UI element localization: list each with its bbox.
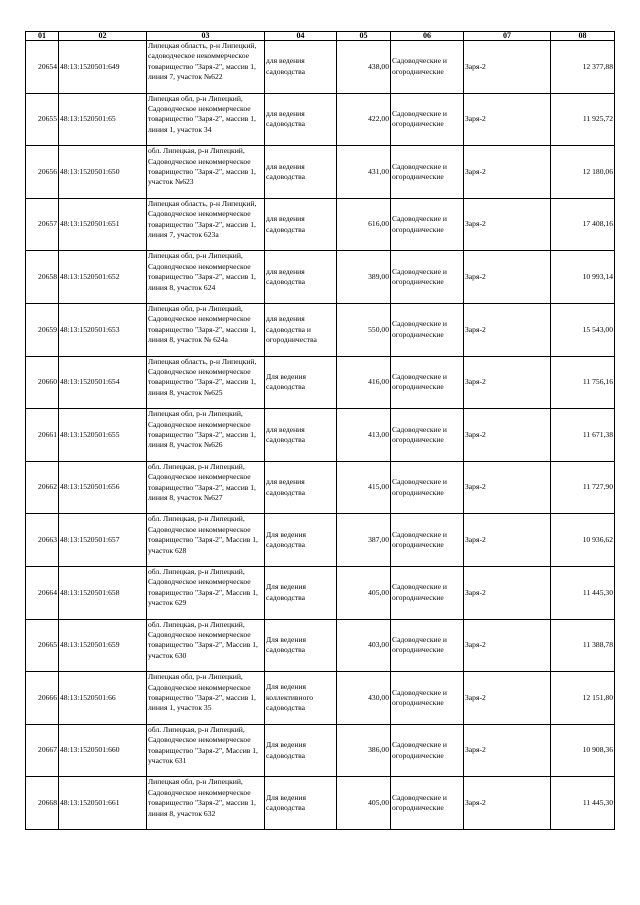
settlement-name-cell: Заря-2 xyxy=(464,198,551,251)
table-row xyxy=(26,777,615,830)
table-row xyxy=(26,514,615,567)
permitted-use-cell: Для ведения садоводства xyxy=(265,777,337,830)
permitted-use-cell: для ведения садоводства xyxy=(265,409,337,462)
area-cell: 430,00 xyxy=(337,672,391,725)
permitted-use-cell: для ведения садоводства xyxy=(265,198,337,251)
address-text: Липецкая область, р-н Липецкий, Садоводческое некоммерческое товарищество "Заря-2", массив 1, линия 8, участок №625 xyxy=(148,356,257,397)
address-cell xyxy=(147,724,265,777)
settlement-name-cell: Заря-2 xyxy=(464,41,551,94)
column-header: 04 xyxy=(265,32,337,41)
table-row xyxy=(26,251,615,304)
column-header: 03 xyxy=(147,32,265,41)
table-row xyxy=(26,41,615,94)
cadastral-value-cell: 11 925,72 xyxy=(551,93,615,146)
cadastral-value-cell: 12 151,80 xyxy=(551,672,615,725)
cadastral-value-cell: 11 671,38 xyxy=(551,409,615,462)
cadastral-value-cell: 17 408,16 xyxy=(551,198,615,251)
land-category-cell: Садоводческие и огороднические xyxy=(391,251,464,304)
table-row xyxy=(26,724,615,777)
address-text: обл. Липецкая, р-н Липецкий, Садоводческое некоммерческое товарищество "Заря-2", Массив 1, участок 630 xyxy=(148,619,258,660)
address-text: Липецкая обл, р-н Липецкий, Садоводческое некоммерческое товарищество "Заря-2", массив 1, линия 1, участок 35 xyxy=(148,672,256,713)
address-text: обл. Липецкая, р-н Липецкий, Садоводческое некоммерческое товарищество "Заря-2", массив 1, участок №623 xyxy=(148,146,256,187)
area-cell: 403,00 xyxy=(337,619,391,672)
cadastral-number-cell: 48:13:1520501:661 xyxy=(59,777,147,830)
cadastral-number-cell: 48:13:1520501:653 xyxy=(59,303,147,356)
area-cell: 389,00 xyxy=(337,251,391,304)
area-cell: 415,00 xyxy=(337,461,391,514)
address-text: обл. Липецкая, р-н Липецкий, Садоводческое некоммерческое товарищество "Заря-2", Массив 1, участок 631 xyxy=(148,724,258,765)
row-id-cell: 20663 xyxy=(26,514,59,567)
address-cell xyxy=(147,198,265,251)
settlement-name-cell: Заря-2 xyxy=(464,461,551,514)
area-cell: 422,00 xyxy=(337,93,391,146)
address-text: Липецкая обл, р-н Липецкий, Садоводческое некоммерческое товарищество "Заря-2", массив 1, линия 1, участок 34 xyxy=(148,93,256,134)
table-row xyxy=(26,409,615,462)
table-row xyxy=(26,461,615,514)
address-cell xyxy=(147,619,265,672)
address-cell xyxy=(147,251,265,304)
cadastral-number-cell: 48:13:1520501:65 xyxy=(59,93,147,146)
row-id-cell: 20656 xyxy=(26,146,59,199)
settlement-name-cell: Заря-2 xyxy=(464,777,551,830)
address-cell xyxy=(147,303,265,356)
address-text: обл. Липецкая, р-н Липецкий, Садоводческое некоммерческое товарищество "Заря-2", массив 1, линия 8, участок №627 xyxy=(148,461,256,502)
address-cell xyxy=(147,777,265,830)
column-header: 01 xyxy=(26,32,59,41)
land-category-cell: Садоводческие и огороднические xyxy=(391,514,464,567)
permitted-use-cell: для ведения садоводства xyxy=(265,41,337,94)
address-text: Липецкая область, р-н Липецкий, Садоводческое некоммерческое товарищество "Заря-2", массив 1, линия 7, участок 623а xyxy=(148,198,257,239)
area-cell: 431,00 xyxy=(337,146,391,199)
area-cell: 405,00 xyxy=(337,777,391,830)
column-header: 08 xyxy=(551,32,615,41)
cadastral-value-cell: 12 377,88 xyxy=(551,41,615,94)
address-cell xyxy=(147,514,265,567)
area-cell: 438,00 xyxy=(337,41,391,94)
settlement-name-cell: Заря-2 xyxy=(464,409,551,462)
address-text: обл. Липецкая, р-н Липецкий, Садоводческое некоммерческое товарищество "Заря-2", Массив 1, участок 629 xyxy=(148,566,258,608)
row-id-cell: 20654 xyxy=(26,41,59,94)
cadastral-number-cell: 48:13:1520501:66 xyxy=(59,672,147,725)
settlement-name-cell: Заря-2 xyxy=(464,93,551,146)
row-id-cell: 20664 xyxy=(26,566,59,619)
table-row xyxy=(26,356,615,409)
row-id-cell: 20657 xyxy=(26,198,59,251)
address-text: Липецкая обл, р-н Липецкий, Садоводческое некоммерческое товарищество "Заря-2", массив 1, линия 8, участок №626 xyxy=(148,409,256,450)
area-cell: 550,00 xyxy=(337,303,391,356)
land-category-cell: Садоводческие и огороднические xyxy=(391,146,464,199)
address-cell xyxy=(147,356,265,409)
area-cell: 413,00 xyxy=(337,409,391,462)
land-category-cell: Садоводческие и огороднические xyxy=(391,672,464,725)
settlement-name-cell: Заря-2 xyxy=(464,356,551,409)
table-row xyxy=(26,619,615,672)
address-text: Липецкая обл, р-н Липецкий, Садоводческое некоммерческое товарищество "Заря-2", массив 1, линия 8, участок 624 xyxy=(148,251,256,292)
address-text: обл. Липецкая, р-н Липецкий, Садоводческое некоммерческое товарищество "Заря-2", Массив 1, участок 628 xyxy=(148,514,258,555)
cadastral-number-cell: 48:13:1520501:654 xyxy=(59,356,147,409)
address-text: Липецкая обл, р-н Липецкий, Садоводческое некоммерческое товарищество "Заря-2", массив 1, линия 8, участок № 624а xyxy=(148,303,256,345)
cadastral-value-cell: 15 543,00 xyxy=(551,303,615,356)
cadastral-number-cell: 48:13:1520501:658 xyxy=(59,566,147,619)
settlement-name-cell: Заря-2 xyxy=(464,146,551,199)
land-category-cell: Садоводческие и огороднические xyxy=(391,356,464,409)
permitted-use-cell: для ведения садоводства и огородничества xyxy=(265,303,337,356)
address-cell xyxy=(147,41,265,94)
permitted-use-cell: Для ведения садоводства xyxy=(265,514,337,567)
area-cell: 416,00 xyxy=(337,356,391,409)
column-header: 05 xyxy=(337,32,391,41)
permitted-use-cell: Для ведения садоводства xyxy=(265,566,337,619)
row-id-cell: 20658 xyxy=(26,251,59,304)
row-id-cell: 20665 xyxy=(26,619,59,672)
permitted-use-cell: для ведения садоводства xyxy=(265,251,337,304)
address-cell xyxy=(147,409,265,462)
column-header: 02 xyxy=(59,32,147,41)
table-header-row xyxy=(26,32,615,41)
cadastral-value-cell: 11 445,30 xyxy=(551,777,615,830)
settlement-name-cell: Заря-2 xyxy=(464,514,551,567)
column-header: 07 xyxy=(464,32,551,41)
land-plots-table xyxy=(25,31,615,830)
address-text: Липецкая обл, р-н Липецкий, Садоводческое некоммерческое товарищество "Заря-2", массив 1, линия 8, участок 632 xyxy=(148,777,256,818)
row-id-cell: 20668 xyxy=(26,777,59,830)
land-category-cell: Садоводческие и огороднические xyxy=(391,777,464,830)
address-cell xyxy=(147,461,265,514)
area-cell: 386,00 xyxy=(337,724,391,777)
land-category-cell: Садоводческие и огороднические xyxy=(391,409,464,462)
area-cell: 405,00 xyxy=(337,566,391,619)
land-category-cell: Садоводческие и огороднические xyxy=(391,461,464,514)
land-category-cell: Садоводческие и огороднические xyxy=(391,41,464,94)
cadastral-number-cell: 48:13:1520501:651 xyxy=(59,198,147,251)
cadastral-value-cell: 11 727,90 xyxy=(551,461,615,514)
permitted-use-cell: Для ведения садоводства xyxy=(265,724,337,777)
land-category-cell: Садоводческие и огороднические xyxy=(391,619,464,672)
address-text: Липецкая область, р-н Липецкий, садоводческое некоммерческое товарищество "Заря-2", массив 1, линия 7, участок №622 xyxy=(148,41,257,82)
cadastral-value-cell: 11 756,16 xyxy=(551,356,615,409)
table-row xyxy=(26,198,615,251)
row-id-cell: 20661 xyxy=(26,409,59,462)
row-id-cell: 20659 xyxy=(26,303,59,356)
address-cell xyxy=(147,566,265,619)
table-row xyxy=(26,303,615,356)
table-row xyxy=(26,566,615,619)
area-cell: 616,00 xyxy=(337,198,391,251)
settlement-name-cell: Заря-2 xyxy=(464,566,551,619)
permitted-use-cell: для ведения садоводства xyxy=(265,93,337,146)
settlement-name-cell: Заря-2 xyxy=(464,619,551,672)
permitted-use-cell: для ведения садоводства xyxy=(265,146,337,199)
table-row xyxy=(26,672,615,725)
row-id-cell: 20662 xyxy=(26,461,59,514)
cadastral-number-cell: 48:13:1520501:656 xyxy=(59,461,147,514)
settlement-name-cell: Заря-2 xyxy=(464,672,551,725)
cadastral-number-cell: 48:13:1520501:660 xyxy=(59,724,147,777)
land-category-cell: Садоводческие и огороднические xyxy=(391,198,464,251)
cadastral-value-cell: 12 180,06 xyxy=(551,146,615,199)
cadastral-number-cell: 48:13:1520501:652 xyxy=(59,251,147,304)
row-id-cell: 20666 xyxy=(26,672,59,725)
cadastral-value-cell: 10 993,14 xyxy=(551,251,615,304)
permitted-use-cell: Для ведения садоводства xyxy=(265,356,337,409)
column-header: 06 xyxy=(391,32,464,41)
permitted-use-cell: Для ведения коллективного садоводства xyxy=(265,672,337,725)
land-category-cell: Садоводческие и огороднические xyxy=(391,93,464,146)
cadastral-number-cell: 48:13:1520501:650 xyxy=(59,146,147,199)
cadastral-value-cell: 11 388,78 xyxy=(551,619,615,672)
area-cell: 387,00 xyxy=(337,514,391,567)
settlement-name-cell: Заря-2 xyxy=(464,303,551,356)
cadastral-number-cell: 48:13:1520501:659 xyxy=(59,619,147,672)
settlement-name-cell: Заря-2 xyxy=(464,724,551,777)
table-row xyxy=(26,93,615,146)
cadastral-number-cell: 48:13:1520501:655 xyxy=(59,409,147,462)
permitted-use-cell: для ведения садоводства xyxy=(265,461,337,514)
land-category-cell: Садоводческие и огороднические xyxy=(391,566,464,619)
address-cell xyxy=(147,672,265,725)
row-id-cell: 20660 xyxy=(26,356,59,409)
cadastral-number-cell: 48:13:1520501:657 xyxy=(59,514,147,567)
permitted-use-cell: Для ведения садоводства xyxy=(265,619,337,672)
cadastral-value-cell: 11 445,30 xyxy=(551,566,615,619)
address-cell xyxy=(147,146,265,199)
row-id-cell: 20667 xyxy=(26,724,59,777)
cadastral-number-cell: 48:13:1520501:649 xyxy=(59,41,147,94)
address-cell xyxy=(147,93,265,146)
cadastral-value-cell: 10 908,36 xyxy=(551,724,615,777)
settlement-name-cell: Заря-2 xyxy=(464,251,551,304)
table-row xyxy=(26,146,615,199)
cadastral-value-cell: 10 936,62 xyxy=(551,514,615,567)
land-category-cell: Садоводческие и огороднические xyxy=(391,303,464,356)
land-category-cell: Садоводческие и огороднические xyxy=(391,724,464,777)
row-id-cell: 20655 xyxy=(26,93,59,146)
